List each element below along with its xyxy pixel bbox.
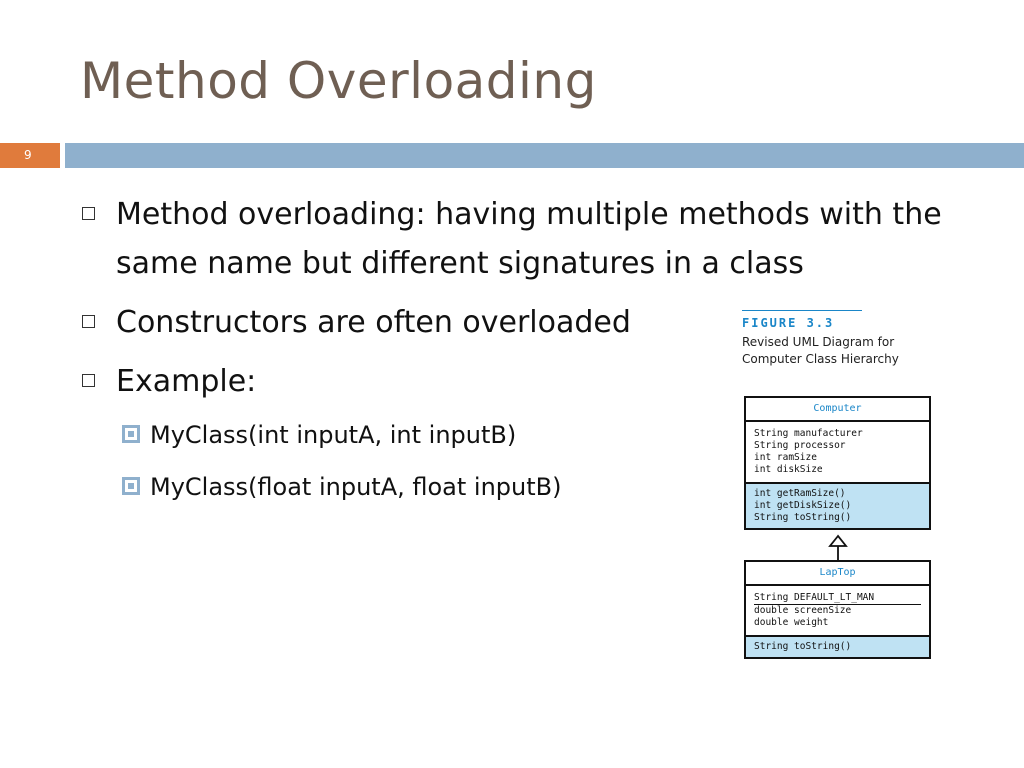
header-rule (65, 143, 1024, 168)
bullet-text: Method overloading: having multiple methods with the same name but different signatures in a class (116, 197, 942, 281)
bullet-text: Constructors are often overloaded (116, 305, 631, 340)
uml-attribute: String processor (754, 440, 846, 451)
bullet-text: Example: (116, 364, 257, 399)
slide-number: 9 (0, 143, 60, 168)
inheritance-arrow-icon (826, 534, 850, 562)
uml-class-computer (744, 396, 931, 530)
square-bullet-icon (82, 315, 95, 328)
figure-label: FIGURE 3.3 (742, 316, 835, 330)
uml-class-laptop (744, 560, 931, 659)
uml-attribute: String DEFAULT_LT_MAN (754, 592, 921, 605)
uml-method: String toString() (754, 512, 852, 523)
uml-attribute: int diskSize (754, 464, 823, 475)
figure-rule (742, 310, 862, 311)
slide-title: Method Overloading (80, 52, 597, 110)
uml-method: String toString() (754, 641, 852, 652)
uml-attribute: double screenSize (754, 605, 852, 616)
figure-caption: Revised UML Diagram for Computer Class Hierarchy (742, 335, 899, 366)
uml-method: int getDiskSize() (754, 500, 852, 511)
uml-attribute: int ramSize (754, 452, 817, 463)
uml-class-name: Computer (746, 398, 929, 422)
uml-attributes (746, 422, 929, 482)
uml-attribute: String manufacturer (754, 428, 863, 439)
sub-bullet-text: MyClass(int inputA, int inputB) (150, 421, 517, 449)
filled-square-bullet-icon (122, 477, 140, 495)
uml-attribute: double weight (754, 617, 829, 628)
uml-methods (746, 482, 929, 528)
uml-methods (746, 635, 929, 657)
square-bullet-icon (82, 207, 95, 220)
uml-method: int getRamSize() (754, 488, 846, 499)
sub-bullet-text: MyClass(float inputA, float inputB) (150, 473, 562, 501)
square-bullet-icon (82, 374, 95, 387)
uml-attributes (746, 586, 929, 635)
bullet-item (82, 190, 986, 288)
filled-square-bullet-icon (122, 425, 140, 443)
uml-figure (742, 310, 937, 665)
uml-class-name: LapTop (746, 562, 929, 586)
